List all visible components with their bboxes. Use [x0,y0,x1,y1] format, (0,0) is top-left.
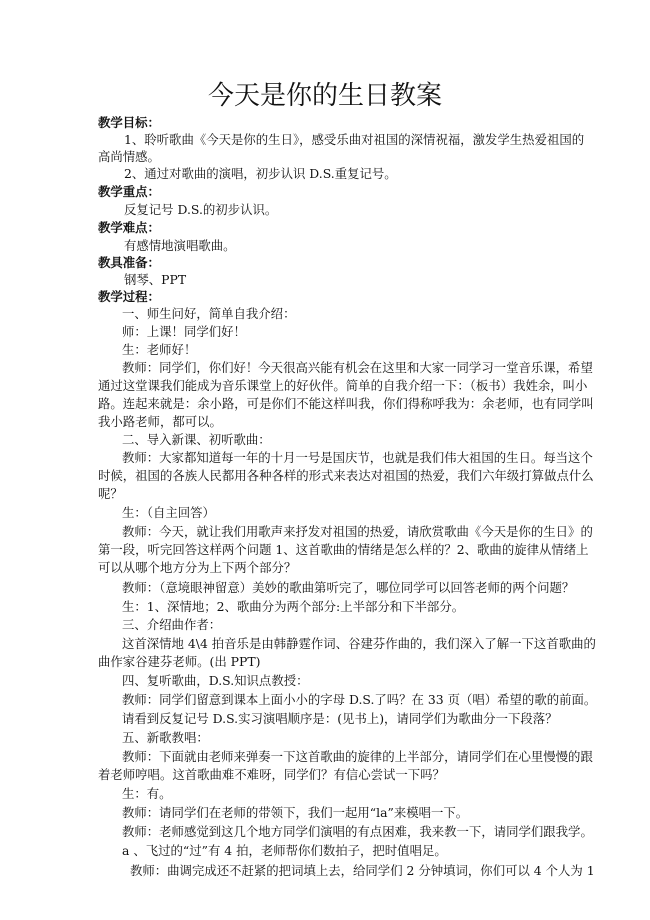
section-5-heading: 五、新歌教唱： [122,730,209,745]
paragraph-line: 教师：同学们留意到课本上面小小的字母 D.S.了吗？在 33 页（唱）希望的歌的前面。 [122,692,597,707]
dialogue-line: 生：（自主回答） [122,505,215,520]
paragraph-line: 教师：大家都知道每一年的十月一号是国庆节，也就是我们伟大祖国的生日。每当这个 [122,450,593,465]
objective-1-line-1: 1、聆听歌曲《今天是你的生日》，感受乐曲对祖国的深情祝福，激发学生热爱祖国的 [124,132,585,147]
difficulty-text: 有感情地演唱歌曲。 [124,238,236,253]
list-item-a: a 、飞过的“过”有 4 拍，老师帮你们数拍子，把时值唱足。 [122,843,447,858]
heading-objectives: 教学目标： [98,115,160,130]
paragraph-line: 时候，祖国的各族人民都用各种各样的形式来表达对祖国的热爱，我们六年级打算做点什么 [98,468,594,483]
paragraph-line: 教师：今天，就让我们用歌声来抒发对祖国的热爱，请欣赏歌曲《今天是你的生日》的 [122,524,593,539]
paragraph-line: 曲作家谷建芬老师。(出 PPT) [98,654,261,669]
dialogue-line: 生：老师好！ [122,342,197,357]
section-1-heading: 一、师生问好，简单自我介绍： [122,306,296,321]
paragraph-line: 第一段，听完回答这样两个问题 1、这首歌曲的情绪是怎么样的？2、歌曲的旋律从情绪上 [98,542,589,557]
section-3-heading: 三、介绍曲作者： [122,617,222,632]
paragraph-line: 通过这堂课我们能成为音乐课堂上的好伙伴。简单的自我介绍一下：（板书）我姓余，叫小 [98,378,588,393]
objective-2: 2、通过对歌曲的演唱，初步认识 D.S.重复记号。 [124,166,397,181]
paragraph-line: 着老师哼唱。这首歌曲难不难呀，同学们？有信心尝试一下吗？ [98,767,445,782]
dialogue-line: 生：1、深情地；2、歌曲分为两个部分:上半部分和下半部分。 [122,599,465,614]
key-point-text: 反复记号 D.S.的初步认识。 [124,202,278,217]
paragraph-line: 呢？ [98,486,123,501]
objective-1-line-2: 高尚情感。 [98,149,160,164]
heading-materials: 教具准备： [98,255,160,270]
paragraph-line: 教师：请同学们在老师的带领下，我们一起用“la”来模唱一下。 [122,805,469,820]
dialogue-line: 教师：（意境眼神留意）美妙的歌曲第听完了，哪位同学可以回答老师的两个问题？ [122,580,575,595]
heading-process: 教学过程： [98,289,160,304]
document-title: 今天是你的生日教案 [207,81,442,111]
paragraph-line: 我小路老师，都可以。 [98,414,222,429]
heading-key-points: 教学重点： [98,184,160,199]
dialogue-line: 生：有。 [122,786,172,801]
dialogue-line: 师：上课！同学们好！ [122,324,246,339]
paragraph-line: 教师：下面就由老师来弹奏一下这首歌曲的旋律的上半部分，请同学们在心里慢慢的跟 [122,749,593,764]
section-4-heading: 四、复听歌曲，D.S.知识点教授： [122,673,309,688]
paragraph-line: 路。连起来就是：余小路，可是你们不能这样叫我，你们得称呼我为：余老师，也有同学叫 [98,396,594,411]
paragraph-line: 请看到反复记号 D.S.实习演唱顺序是：(见书上)，请同学们为歌曲分一下段落？ [122,711,558,726]
paragraph-line: 教师：老师感觉到这几个地方同学们演唱的有点困难，我来教一下，请同学们跟我学。 [122,824,593,839]
paragraph-line: 这首深情地 4\4 拍音乐是由韩静霆作词、谷建芬作曲的，我们深入了解一下这首歌曲的 [122,636,596,651]
section-2-heading: 二、导入新课、初听歌曲： [122,432,271,447]
materials-text: 钢琴、PPT [124,272,187,287]
paragraph-line: 教师：同学们，你们好！今天很高兴能有机会在这里和大家一同学习一堂音乐课，希望 [122,360,593,375]
paragraph-line: 可以从哪个地方分为上下两个部分？ [98,560,297,575]
heading-difficulties: 教学难点： [98,220,160,235]
paragraph-line: 教师：曲调完成还不赶紧的把词填上去，给同学们 2 分钟填词，你们可以 4 个人为 1 [130,863,595,878]
